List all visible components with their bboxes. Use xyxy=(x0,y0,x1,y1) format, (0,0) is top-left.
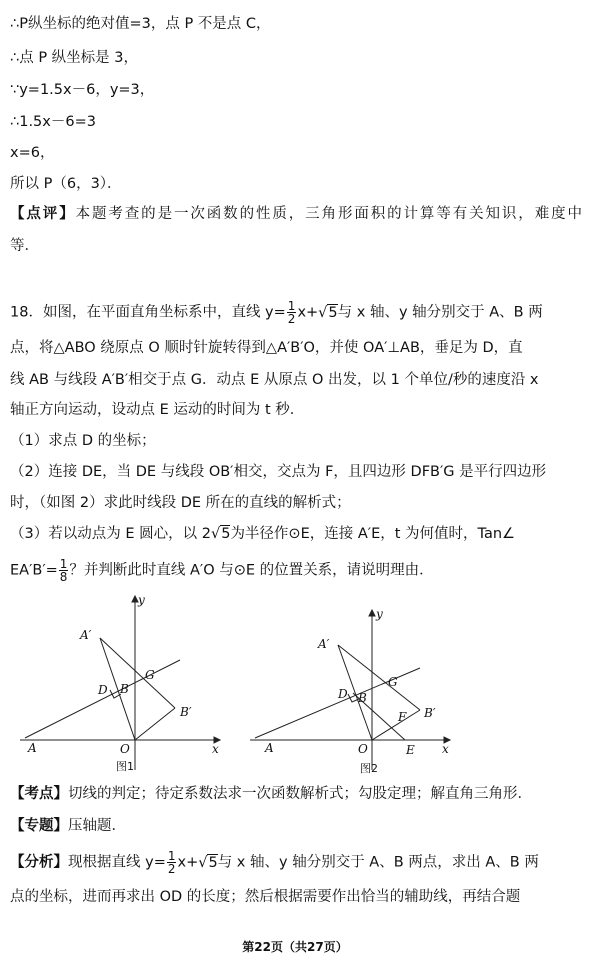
svg-text:B: B xyxy=(358,691,367,705)
review-label: 【点评】 xyxy=(10,206,76,222)
subquestion-2-line-2: 时，（如图 2）求此时线段 DE 所在的直线的解析式； xyxy=(10,495,351,511)
svg-text:y: y xyxy=(376,607,383,621)
review-text: 本题考查的是一次函数的性质，三角形面积的计算等有关知识，难度中 xyxy=(75,206,583,222)
svg-text:A′: A′ xyxy=(80,628,92,642)
subquestion-2-line-1: （2）连接 DE，当 DE 与线段 OB′相交，交点为 F，且四边形 DFB′G 是平行四边形 xyxy=(10,464,547,480)
question-18-line-2: 点，将△ABO 绕原点 O 顺时针旋转得到△A′B′O，并使 OA′⊥AB，垂足为 D，直 xyxy=(10,340,523,356)
fig1-segment-a-prime-b-prime xyxy=(100,638,175,708)
svg-text:O: O xyxy=(358,742,368,756)
review-line-2: 等． xyxy=(10,238,39,254)
fenxi-label: 【分析】 xyxy=(10,854,68,871)
svg-text:A: A xyxy=(265,741,274,755)
sqrt-five: √5 xyxy=(318,304,338,321)
fig2-segment-ob-prime xyxy=(372,710,420,740)
fig2-caption: 图2 xyxy=(360,762,378,775)
kaodian-label: 【考点】 xyxy=(10,786,68,802)
svg-text:A′: A′ xyxy=(318,637,330,651)
fenxi-line-1: 【分析】现根据直线 y= $\frac{1}{2}$ x+√5与 x 轴、y 轴分别交于 A、B 两点，求出 A、B 两 xyxy=(10,849,539,876)
svg-text:B: B xyxy=(120,682,129,696)
geometry-figures xyxy=(10,590,460,780)
figure-1-labels xyxy=(27,593,219,773)
svg-text:B′: B′ xyxy=(424,706,436,720)
kaodian-line xyxy=(10,784,582,804)
question-18-line-4: 轴正方向运动，设动点 E 运动的时间为 t 秒． xyxy=(10,402,305,418)
fig2-y-arrow xyxy=(369,610,375,616)
fenxi-fraction: $\frac{1}{2}$ xyxy=(167,849,176,876)
svg-text:O: O xyxy=(120,742,130,756)
solution-line-6: 所以 P（6，3）． xyxy=(10,176,122,192)
fig1-line-ab xyxy=(25,660,180,738)
fraction-one-half: $\frac{1}{2}$ xyxy=(287,299,296,326)
svg-text:y: y xyxy=(138,593,145,607)
solution-line-3: ∵y=1.5x－6，y=3， xyxy=(10,82,155,98)
fraction-one-eighth: $\frac{1}{8}$ xyxy=(59,557,68,584)
svg-text:G: G xyxy=(145,668,155,682)
solution-line-2: ∴点 P 纵坐标是 3， xyxy=(10,50,139,66)
sqrt-five-radius: √5 xyxy=(210,526,231,542)
svg-text:D: D xyxy=(98,683,108,697)
q18-text-b: x+ xyxy=(297,304,319,321)
fig2-segment-a-prime-b-prime xyxy=(338,645,420,710)
svg-text:F: F xyxy=(398,710,407,724)
zhuanti-label: 【专题】 xyxy=(10,818,68,834)
svg-text:G: G xyxy=(388,675,398,689)
review-line-1 xyxy=(10,204,582,224)
zhuanti-line xyxy=(10,816,582,836)
figure-2-labels xyxy=(264,607,449,775)
svg-text:A: A xyxy=(28,741,37,755)
solution-line-4: ∴1.5x－6=3 xyxy=(10,114,96,130)
svg-text:x: x xyxy=(212,742,219,756)
fenxi-sqrt: √5 xyxy=(198,854,218,871)
question-18-line-3: 线 AB 与线段 A′B′相交于点 G．动点 E 从原点 O 出发，以 1 个单位/秒的速度沿 x xyxy=(10,372,539,388)
kaodian-text: 切线的判定；待定系数法求一次函数解析式；勾股定理；解直角三角形． xyxy=(68,786,532,802)
page-footer: 第22页（共27页） xyxy=(242,940,348,954)
svg-text:E: E xyxy=(406,743,415,757)
q18-text-c: 与 x 轴、y 轴分别交于 A、B 两 xyxy=(337,304,543,321)
solution-line-5: x=6， xyxy=(10,145,55,161)
question-18-line-1 xyxy=(10,300,582,325)
solution-line-1: ∴P纵坐标的绝对值=3，点 P 不是点 C， xyxy=(10,16,271,32)
svg-text:D: D xyxy=(338,687,348,701)
subquestion-1: （1）求点 D 的坐标； xyxy=(10,433,156,449)
fenxi-line-2: 点的坐标，进而再求出 OD 的长度；然后根据需要作出恰当的辅助线，再结合题 xyxy=(10,889,521,905)
svg-text:x: x xyxy=(442,742,449,756)
subquestion-3-line-2: EA′B′= $\frac{1}{8}$ ？并判断此时直线 A′O 与⊙E 的位置关系，请说明理由． xyxy=(10,557,434,584)
zhuanti-text: 压轴题． xyxy=(68,818,126,834)
fig1-caption: 图1 xyxy=(116,760,134,773)
figure-2 xyxy=(250,610,450,770)
svg-text:B′: B′ xyxy=(180,705,192,719)
fig1-segment-ob-prime xyxy=(135,708,175,740)
q18-text-a: 18．如图，在平面直角坐标系中，直线 y= xyxy=(10,304,286,321)
subquestion-3-line-1: （3）若以动点为 E 圆心，以 2√5为半径作⊙E，连接 A′E，t 为何值时，Tan∠ xyxy=(10,526,516,542)
